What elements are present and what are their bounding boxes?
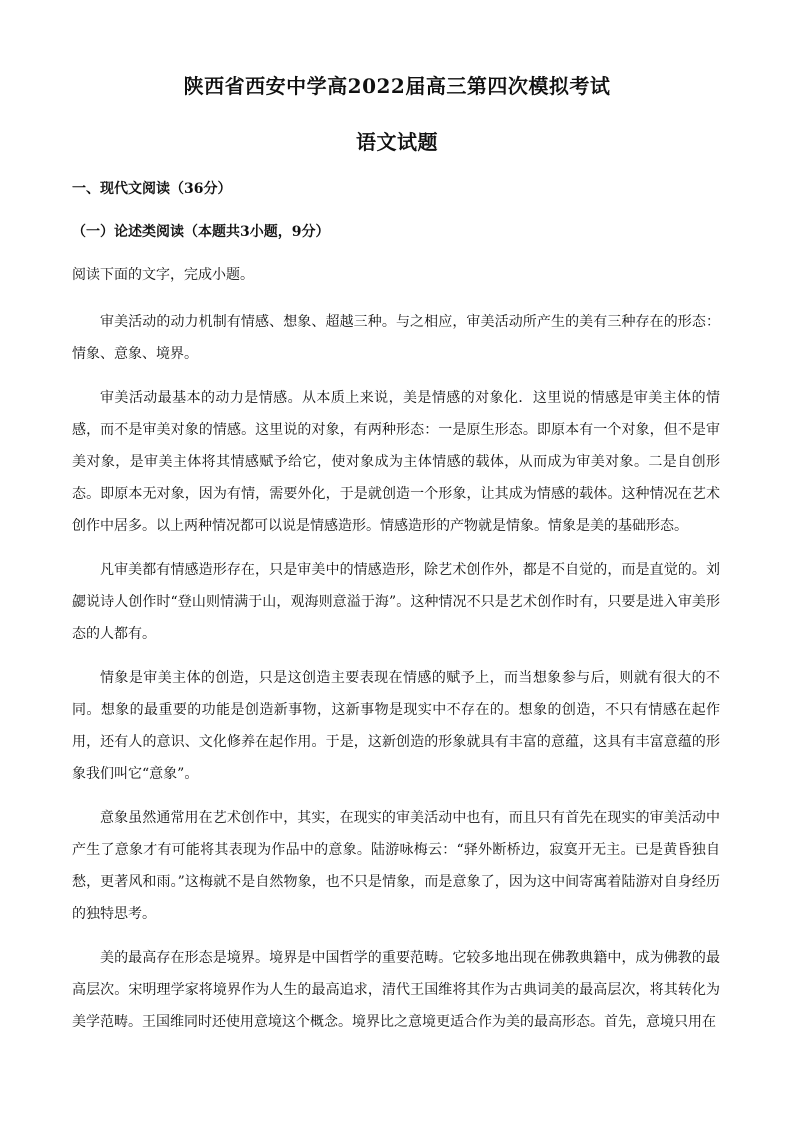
passage-paragraph: 意象虽然通常用在艺术创作中，其实，在现实的审美活动中也有，而且只有首先在现实的审美活动中产生了意象才有可能将其表现为作品中的意象。陆游咏梅云：“驿外断桥边，寂寞开无主。已是黄昏独自愁，更著风和雨。”这梅就不是自然物象，也不只是情象，而是意象了，因为这中间寄寓着陆游对自身经历的独特思考。 bbox=[72, 810, 720, 922]
exam-subtitle: 语文试题 bbox=[356, 130, 438, 154]
subsection-heading: （一）论述类阅读（本题共3小题，9分） bbox=[72, 224, 330, 240]
passage-paragraph: 情象是审美主体的创造，只是这创造主要表现在情感的赋予上，而当想象参与后，则就有很大的不同。想象的最重要的功能是创造新事物，这新事物是现实中不存在的。想象的创造，不只有情感在起作用，还有人的意识、文化修养在起作用。于是，这新创造的形象就具有丰富的意蕴，这具有丰富意蕴的形象我们叫它“意象”。 bbox=[72, 670, 720, 782]
passage-paragraph: 凡审美都有情感造形存在，只是审美中的情感造形，除艺术创作外，都是不自觉的，而是直觉的。刘勰说诗人创作时“登山则情满于山，观海则意溢于海”。这种情况不只是艺术创作时有，只要是进入审美形态的人都有。 bbox=[72, 562, 720, 642]
reading-passage bbox=[72, 306, 720, 1050]
reading-instruction: 阅读下面的文字，完成小题。 bbox=[72, 267, 254, 283]
passage-paragraph: 审美活动的动力机制有情感、想象、超越三种。与之相应，审美活动所产生的美有三种存在的形态：情象、意象、境界。 bbox=[72, 314, 720, 362]
exam-title: 陕西省西安中学高2022届高三第四次模拟考试 bbox=[183, 74, 611, 98]
passage-paragraph: 审美活动最基本的动力是情感。从本质上来说，美是情感的对象化．这里说的情感是审美主体的情感，而不是审美对象的情感。这里说的对象，有两种形态：一是原生形态。即原本有一个对象，但不是审美对象，是审美主体将其情感赋予给它，使对象成为主体情感的载体，从而成为审美对象。二是自创形态。即原本无对象，因为有情，需要外化，于是就创造一个形象，让其成为情感的载体。这种情况在艺术创作中居多。以上两种情况都可以说是情感造形。情感造形的产物就是情象。情象是美的基础形态。 bbox=[72, 390, 720, 534]
passage-paragraph: 美的最高存在形态是境界。境界是中国哲学的重要范畴。它较多地出现在佛教典籍中，成为佛教的最高层次。宋明理学家将境界作为人生的最高追求，清代王国维将其作为古典词美的最高层次，将其转化为美学范畴。王国维同时还使用意境这个概念。境界比之意境更适合作为美的最高形态。首先，意境只用在 bbox=[72, 950, 720, 1030]
section-heading: 一、现代文阅读（36分） bbox=[72, 181, 232, 197]
